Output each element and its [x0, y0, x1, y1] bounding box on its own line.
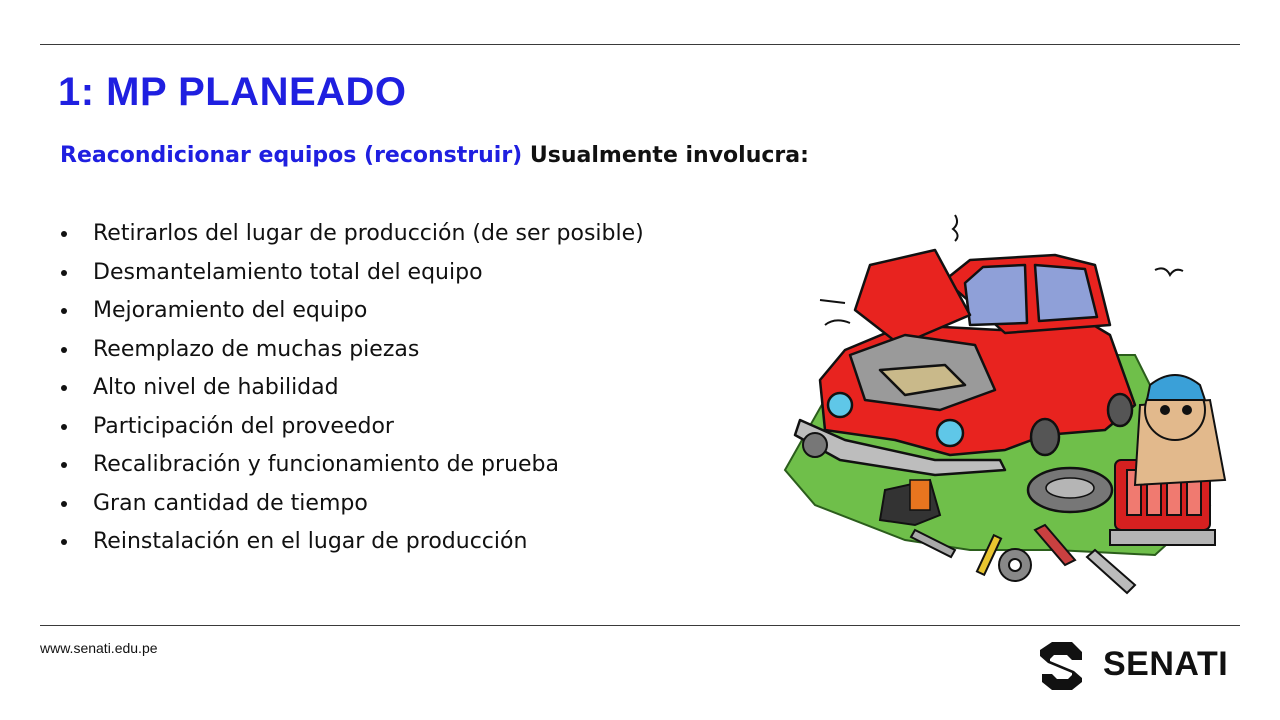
slide-subtitle — [60, 143, 809, 168]
bullet-item: Reinstalación en el lugar de producción — [58, 523, 644, 562]
bullet-item: Retirarlos del lugar de producción (de ser posible) — [58, 215, 644, 254]
cat-mechanic-icon — [1135, 375, 1225, 485]
bottom-divider — [40, 625, 1240, 626]
subtitle-highlight: Reacondicionar equipos (reconstruir) — [60, 143, 523, 168]
top-divider — [40, 44, 1240, 45]
bullet-item: Participación del proveedor — [58, 408, 644, 447]
bullet-item: Desmantelamiento total del equipo — [58, 254, 644, 293]
bullet-item: Mejoramiento del equipo — [58, 292, 644, 331]
bullet-item: Reemplazo de muchas piezas — [58, 331, 644, 370]
slide-title: 1: MP PLANEADO — [58, 70, 407, 114]
logo-text: SENATI — [1103, 645, 1229, 683]
bullet-list — [58, 215, 644, 562]
subtitle-rest: Usualmente involucra: — [529, 143, 809, 168]
footer-url: www.senati.edu.pe — [40, 640, 158, 656]
bullet-item: Gran cantidad de tiempo — [58, 485, 644, 524]
car-repair-illustration — [755, 205, 1235, 610]
bullet-item: Alto nivel de habilidad — [58, 369, 644, 408]
bullet-item: Recalibración y funcionamiento de prueba — [58, 446, 644, 485]
